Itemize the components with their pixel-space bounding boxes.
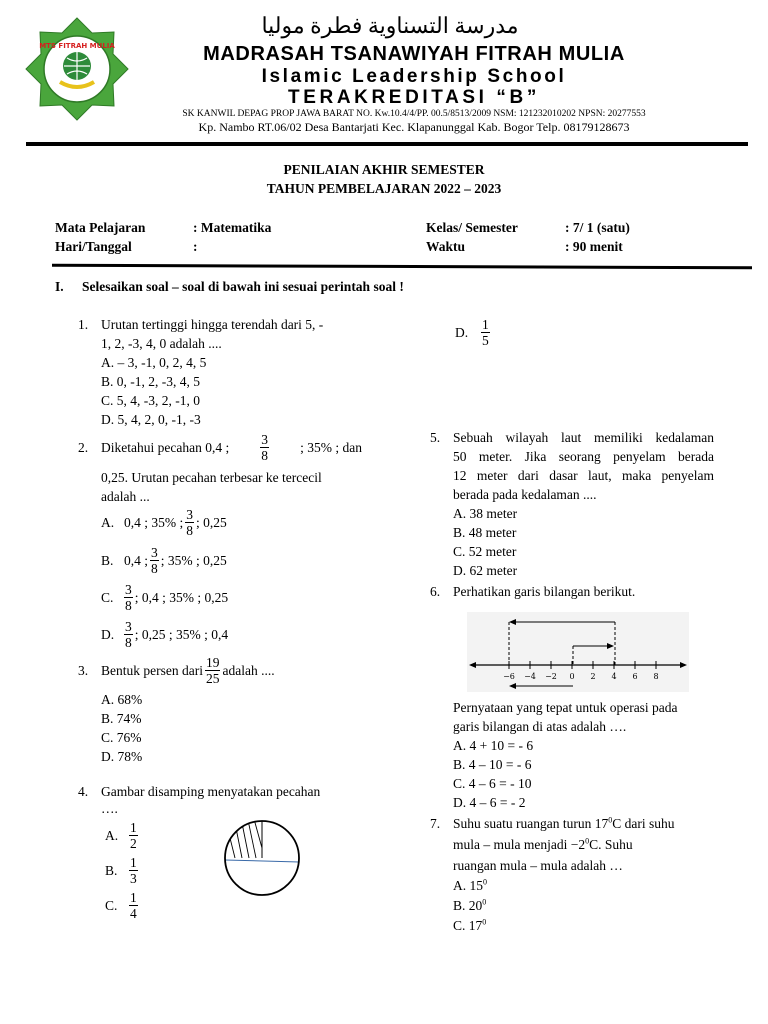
subject-label: Mata Pelajaran: [55, 220, 146, 235]
question-text: Suhu suatu ruangan turun $17^0C$ dari suhu: [453, 815, 675, 831]
header-rule: [26, 142, 748, 146]
question-2: [78, 430, 362, 650]
option-a: A. $15^0$: [453, 877, 487, 893]
question-number: 6.: [430, 584, 441, 599]
option-d: D. 4 – 6 = - 2: [453, 795, 526, 810]
time-value: : 90 menit: [565, 239, 623, 254]
question-text: Pernyataan yang tepat untuk operasi pada: [453, 700, 678, 715]
subject-value: : Matematika: [193, 220, 272, 235]
option-d: D. $\frac{3}{8}$ ; 0,25 ; 35% ; 0,4: [101, 618, 229, 650]
school-logo: [24, 16, 130, 122]
number-line-tick-label: −2: [545, 672, 557, 681]
option-a: A. 4 + 10 = - 6: [453, 738, 534, 753]
option-a: A. 38 meter: [453, 506, 518, 521]
question-text: mula – mula menjadi $-2^0C$. Suhu: [453, 836, 633, 852]
option-b: B. 0, -1, 2, -3, 4, 5: [101, 374, 200, 389]
option-b: B. 74%: [101, 711, 142, 726]
number-line-svg: [467, 612, 689, 692]
option-c: C. $\frac{1}{4}$: [105, 889, 137, 921]
time-label: Waktu: [426, 239, 466, 254]
question-text: Gambar disamping menyatakan pecahan: [101, 784, 321, 799]
accreditation: TERAKREDITASI “B”: [288, 87, 540, 108]
fraction: $\frac{3}{8}$: [261, 431, 269, 463]
question-text: 0,25. Urutan pecahan terbesar ke tercecil: [101, 470, 322, 485]
question-text: 50 meter. Jika seorang penyelam berada: [453, 449, 714, 464]
question-number: 2.: [78, 440, 89, 455]
class-label: Kelas/ Semester: [426, 220, 518, 235]
fraction-circle-figure: [222, 818, 302, 898]
question-text: ruangan mula – mula adalah …: [453, 858, 623, 873]
question-4-option-d: D. $\frac{1}{5}$: [455, 316, 489, 348]
option-c: C. 5, 4, -3, 2, -1, 0: [101, 393, 200, 408]
number-line-tick-label: 6: [632, 672, 638, 681]
option-a: A. – 3, -1, 0, 2, 4, 5: [101, 355, 207, 370]
option-c: C. $\frac{3}{8}$ ; 0,4 ; 35% ; 0,25: [101, 581, 229, 613]
question-text: Urutan tertinggi hingga terendah dari 5, -: [101, 317, 324, 332]
number-line-tick-label: −4: [524, 672, 536, 681]
question-3: [78, 652, 362, 772]
number-line-tick-label: −6: [503, 672, 515, 681]
question-text: Bentuk persen dari: [101, 662, 203, 678]
number-line-tick-label: 2: [590, 672, 596, 681]
question-1: [78, 315, 362, 430]
question-text: 12 meter dari dasar laut, maka penyelam: [453, 468, 714, 483]
info-rule: [52, 264, 752, 269]
number-line-tick-label: 0: [569, 672, 575, 681]
question-6-answers: [430, 698, 714, 818]
question-text: 1, 2, -3, 4, 0 adalah ....: [101, 336, 222, 351]
date-label: Hari/Tanggal: [55, 239, 132, 254]
option-c: C. 76%: [101, 730, 142, 745]
number-line-tick-label: 4: [611, 672, 617, 681]
question-text: ….: [101, 801, 118, 816]
option-a: A. 68%: [101, 692, 143, 707]
number-line-figure: [467, 612, 689, 692]
option-b: B. 0,4 ; $\frac{3}{8}$ ; 35% ; 0,25: [101, 544, 227, 576]
option-b: B. $\frac{1}{3}$: [105, 854, 137, 886]
fraction: $\frac{19}{25}$: [205, 654, 220, 686]
arabic-school-name: ﻣﺪﺭﺳﺔ ﺍﻟﺘﺴﻨﺎﻭﻳﺔ ﻓﻄﺮﺓ ﻣﻮﻟﻴﺎ: [261, 13, 519, 38]
option-d: D. 5, 4, 2, 0, -1, -3: [101, 412, 201, 427]
option-b: B. $20^0$: [453, 897, 487, 913]
school-name: MADRASAH TSANAWIYAH FITRAH MULIA: [203, 43, 625, 65]
question-7: [430, 814, 714, 939]
exam-title: PENILAIAN AKHIR SEMESTER: [283, 162, 485, 177]
number-line-tick-label: 8: [653, 672, 659, 681]
option-b: B. 4 – 10 = - 6: [453, 757, 532, 772]
question-number: 7.: [430, 816, 441, 831]
question-4: [78, 782, 362, 932]
question-5: [430, 428, 714, 583]
school-address: Kp. Nambo RT.06/02 Desa Bantarjati Kec. Klapanunggal Kab. Bogor Telp. 08179128673: [198, 120, 630, 134]
option-a: A. 0,4 ; 35% ; $\frac{3}{8}$ ; 0,25: [101, 506, 227, 538]
exam-year: TAHUN PEMBELAJARAN 2022 – 2023: [266, 181, 502, 196]
question-number: 5.: [430, 430, 441, 445]
option-a: A. $\frac{1}{2}$: [105, 819, 137, 851]
date-value: :: [193, 239, 198, 254]
section-number: I.: [55, 279, 64, 294]
svg-text:MTS FITRAH MULIA: MTS FITRAH MULIA: [39, 42, 115, 50]
option-d: D. 62 meter: [453, 563, 518, 578]
question-text: adalah ....: [222, 662, 275, 678]
class-value: : 7/ 1 (satu): [565, 220, 630, 235]
question-text: Sebuah wilayah laut memiliki kedalaman: [453, 430, 714, 445]
question-text: ; 35% ; dan: [300, 439, 362, 455]
question-text: adalah ...: [101, 489, 150, 504]
question-number: 3.: [78, 662, 89, 678]
section-instruction: Selesaikan soal – soal di bawah ini sesuai perintah soal !: [82, 279, 404, 294]
question-number: 1.: [78, 317, 89, 332]
school-tagline: Islamic Leadership School: [261, 66, 567, 87]
option-c: C. $17^0$: [453, 917, 487, 933]
option-d: D. 78%: [101, 749, 143, 764]
question-text: garis bilangan di atas adalah ….: [453, 719, 627, 734]
question-text: Perhatikan garis bilangan berikut.: [453, 584, 636, 599]
option-c: C. 4 – 6 = - 10: [453, 776, 532, 791]
question-text: berada pada kedalaman ....: [453, 487, 597, 502]
option-b: B. 48 meter: [453, 525, 517, 540]
sk-line: SK KANWIL DEPAG PROP JAWA BARAT NO. Kw.10.4/4/PP. 00.5/8513/2009 NSM: 121232010202 NPSN: 20277553: [182, 109, 646, 119]
question-text: Diketahui pecahan 0,4 ;: [101, 439, 230, 455]
question-number: 4.: [78, 784, 89, 799]
option-c: C. 52 meter: [453, 544, 517, 559]
